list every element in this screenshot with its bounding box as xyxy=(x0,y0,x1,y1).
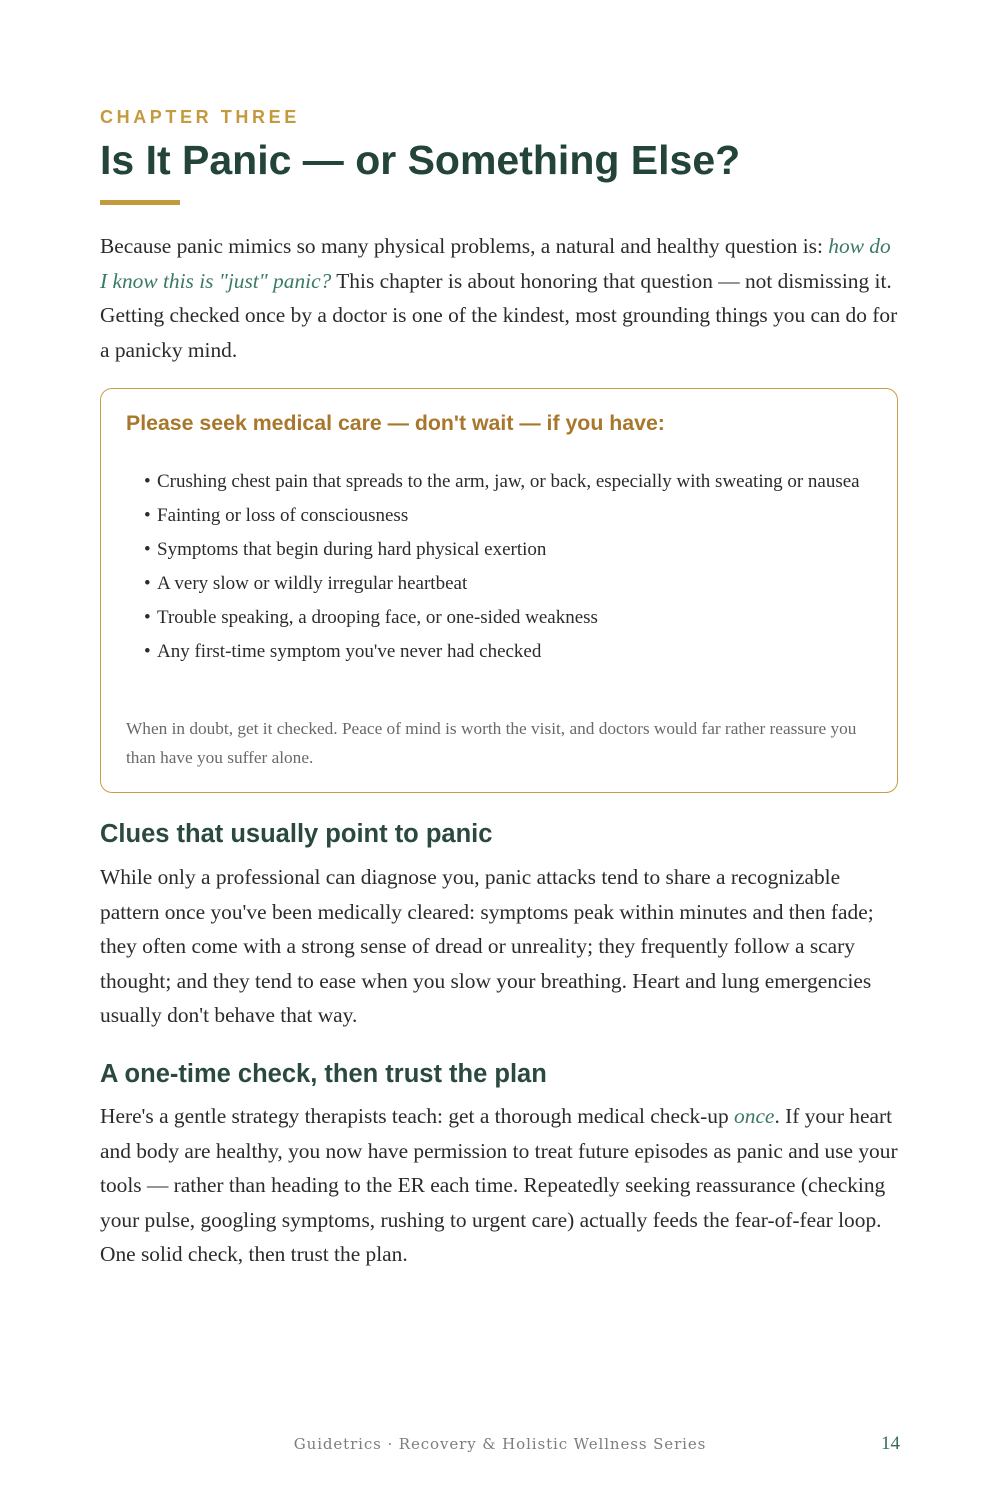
intro-text-after: This chapter is about honoring that question — not dismissing it. Getting checked once by a doctor is one of the kindest, most grounding things you can do for a panicky mind. xyxy=(100,268,898,362)
intro-text-before: Because panic mimics so many physical problems, a natural and healthy question is: xyxy=(100,234,829,258)
bullet-icon: • xyxy=(144,471,151,492)
check-text-after: . If your heart and body are healthy, you now have permission to treat future episodes as panic and use your tools — rather than heading to the ER each time. Repeatedly seeking reassurance (checking your pulse, googling symptoms, rushing to urgent care) actually feeds the fear-of-fear loop. One solid check, then trust the plan. xyxy=(100,1104,898,1267)
list-item: • Crushing chest pain that spreads to the arm, jaw, or back, especially with sweating or nausea xyxy=(144,466,870,498)
list-item: • Symptoms that begin during hard physical exertion xyxy=(144,534,870,566)
bullet-icon: • xyxy=(144,641,151,662)
list-item: • Fainting or loss of consciousness xyxy=(144,500,870,532)
list-item: • A very slow or wildly irregular heartbeat xyxy=(144,568,870,600)
chapter-label: CHAPTER THREE xyxy=(100,107,300,127)
section-heading-clues: Clues that usually point to panic xyxy=(100,820,493,848)
callout-note: When in doubt, get it checked. Peace of mind is worth the visit, and doctors would far rather reassure you than have you suffer alone. xyxy=(126,719,857,767)
chapter-title: Is It Panic — or Something Else? xyxy=(100,137,741,183)
footer-series-title: Guidetrics · Recovery & Holistic Wellness Series xyxy=(293,1435,707,1453)
title-underline xyxy=(100,200,180,205)
bullet-icon: • xyxy=(144,607,151,628)
bullet-icon: • xyxy=(144,539,151,560)
check-italic-once: once xyxy=(734,1104,775,1128)
section-paragraph-clues: While only a professional can diagnose you, panic attacks tend to share a recognizable pattern once you've been medically cleared: symptoms peak within minutes and then fade; they often come with a strong sense of dread or unreality; they frequently follow a scary thought; and they tend to ease when you slow your breathing. Heart and lung emergencies usually don't behave that way. xyxy=(100,865,874,1028)
page-number: 14 xyxy=(881,1433,900,1454)
bullet-icon: • xyxy=(144,573,151,594)
check-text-before: Here's a gentle strategy therapists teach: get a thorough medical check-up xyxy=(100,1104,735,1128)
list-item: • Trouble speaking, a drooping face, or one-sided weakness xyxy=(144,602,870,634)
warning-symptom-list xyxy=(144,466,870,670)
section-heading-check: A one-time check, then trust the plan xyxy=(100,1060,547,1088)
list-item: • Any first-time symptom you've never had checked xyxy=(144,636,870,668)
section-paragraph-check xyxy=(100,1099,900,1272)
intro-paragraph xyxy=(100,229,900,367)
bullet-icon: • xyxy=(144,505,151,526)
intro-italic-question: how do I know this is "just" panic? xyxy=(100,234,891,293)
callout-heading: Please seek medical care — don't wait — if you have: xyxy=(126,411,665,435)
